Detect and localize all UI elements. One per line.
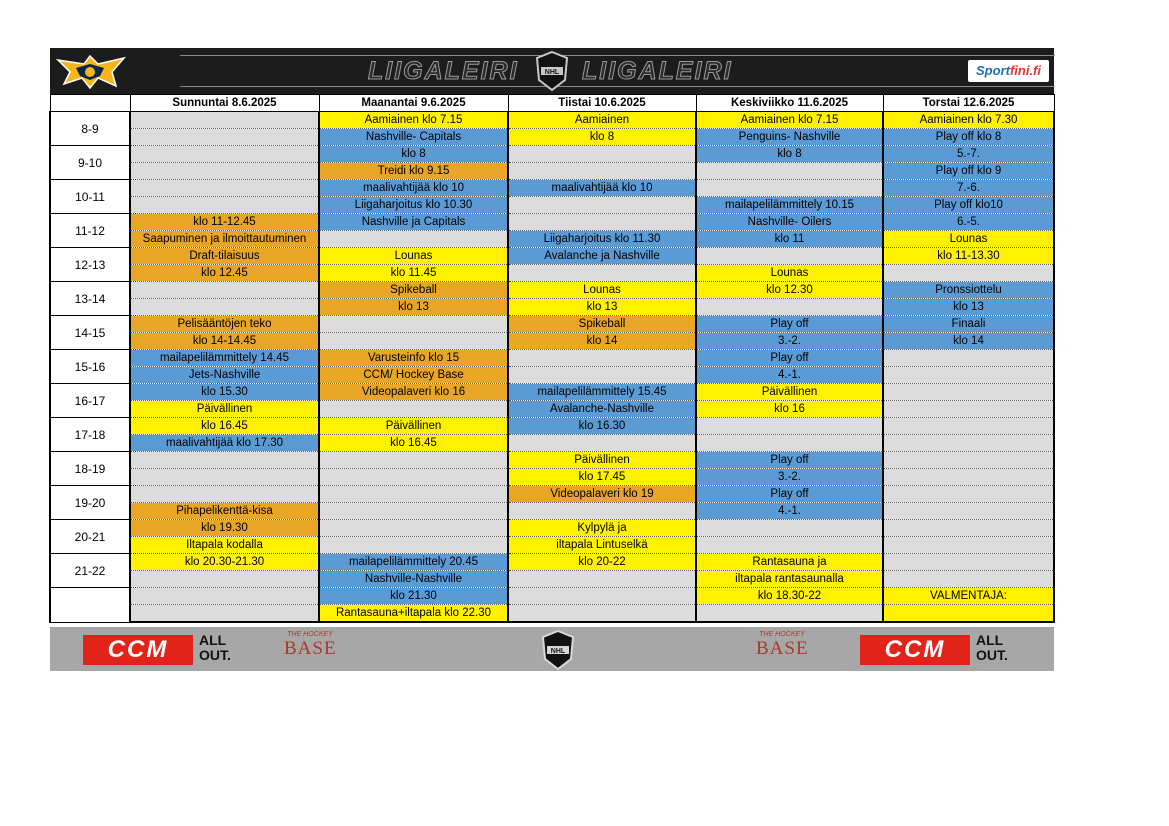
schedule-cell — [319, 469, 508, 486]
schedule-cell — [319, 520, 508, 537]
schedule-cell: Päivällinen — [130, 401, 319, 418]
hockey-base-big-text: BASE — [284, 638, 337, 659]
schedule-cell: iltapala rantasaunalla — [696, 571, 883, 588]
schedule-cell: 5.-7. — [883, 146, 1054, 163]
day-header-3: Keskiviikko 11.6.2025 — [696, 95, 883, 112]
schedule-cell — [130, 129, 319, 146]
schedule-cell: Avalanche-Nashville — [508, 401, 696, 418]
schedule-cell — [130, 163, 319, 180]
schedule-cell — [319, 401, 508, 418]
day-header-2: Tiistai 10.6.2025 — [508, 95, 696, 112]
time-slot-label: 13-14 — [50, 282, 130, 316]
schedule-cell: CCM/ Hockey Base — [319, 367, 508, 384]
schedule-cell: maalivahtijää klo 10 — [508, 180, 696, 197]
schedule-cell: Play off — [696, 350, 883, 367]
schedule-cell: Rantasauna ja — [696, 554, 883, 571]
schedule-cell: maalivahtijää klo 17.30 — [130, 435, 319, 452]
schedule-row — [50, 163, 1054, 180]
time-slot-label: 8-9 — [50, 112, 130, 146]
schedule-cell: klo 15.30 — [130, 384, 319, 401]
schedule-cell: klo 17.45 — [508, 469, 696, 486]
schedule-cell: mailapelilämmittely 20.45 — [319, 554, 508, 571]
schedule-cell: klo 13 — [508, 299, 696, 316]
time-slot-label: 14-15 — [50, 316, 130, 350]
header-row — [50, 95, 1054, 112]
corner-header-cell — [50, 95, 130, 112]
schedule-cell: klo 19.30 — [130, 520, 319, 537]
schedule-cell: klo 20-22 — [508, 554, 696, 571]
time-slot-label: 21-22 — [50, 554, 130, 588]
schedule-cell — [883, 469, 1054, 486]
schedule-cell: klo 18.30-22 — [696, 588, 883, 605]
sponsor-logo — [968, 60, 1049, 82]
schedule-cell — [883, 537, 1054, 554]
schedule-row — [50, 605, 1054, 623]
schedule-cell: 7.-6. — [883, 180, 1054, 197]
schedule-row — [50, 452, 1054, 469]
time-slot-label: 12-13 — [50, 248, 130, 282]
schedule-cell — [883, 571, 1054, 588]
ccm-wordmark: CCM — [884, 636, 946, 663]
schedule-table — [49, 94, 1055, 623]
schedule-cell — [696, 435, 883, 452]
schedule-cell — [508, 265, 696, 282]
schedule-cell — [883, 435, 1054, 452]
schedule-row — [50, 588, 1054, 605]
schedule-row — [50, 554, 1054, 571]
schedule-cell — [319, 503, 508, 520]
schedule-cell — [696, 520, 883, 537]
schedule-cell: Finaali — [883, 316, 1054, 333]
schedule-row — [50, 180, 1054, 197]
schedule-cell — [883, 605, 1054, 623]
schedule-cell: Penguins- Nashville — [696, 129, 883, 146]
schedule-cell — [130, 571, 319, 588]
time-slot-label: 19-20 — [50, 486, 130, 520]
schedule-cell — [883, 401, 1054, 418]
schedule-row — [50, 469, 1054, 486]
schedule-row — [50, 503, 1054, 520]
schedule-row — [50, 316, 1054, 333]
schedule-cell — [696, 537, 883, 554]
time-slot-label: 18-19 — [50, 452, 130, 486]
schedule-cell: klo 8 — [696, 146, 883, 163]
schedule-cell: klo 14 — [883, 333, 1054, 350]
schedule-row — [50, 112, 1054, 129]
schedule-cell — [319, 316, 508, 333]
schedule-cell: Päivällinen — [696, 384, 883, 401]
schedule-cell — [883, 486, 1054, 503]
schedule-cell: 4.-1. — [696, 367, 883, 384]
schedule-cell — [130, 180, 319, 197]
schedule-cell — [696, 299, 883, 316]
schedule-cell: Aamiainen — [508, 112, 696, 129]
day-header-1: Maanantai 9.6.2025 — [319, 95, 508, 112]
schedule-cell: Kylpylä ja — [508, 520, 696, 537]
schedule-cell: klo 16.45 — [130, 418, 319, 435]
schedule-cell: klo 16.45 — [319, 435, 508, 452]
schedule-cell — [130, 605, 319, 623]
schedule-cell — [508, 503, 696, 520]
schedule-cell: Avalanche ja Nashville — [508, 248, 696, 265]
schedule-row — [50, 265, 1054, 282]
schedule-cell: Play off klo 9 — [883, 163, 1054, 180]
schedule-cell: iltapala Lintuselkä — [508, 537, 696, 554]
schedule-row — [50, 486, 1054, 503]
schedule-row — [50, 282, 1054, 299]
schedule-cell — [130, 452, 319, 469]
schedule-cell — [319, 486, 508, 503]
schedule-cell: klo 13 — [883, 299, 1054, 316]
schedule-row — [50, 197, 1054, 214]
schedule-cell: Liigaharjoitus klo 10.30 — [319, 197, 508, 214]
schedule-cell — [508, 214, 696, 231]
day-header-4: Torstai 12.6.2025 — [883, 95, 1054, 112]
time-slot-label: 16-17 — [50, 384, 130, 418]
schedule-cell — [319, 537, 508, 554]
schedule-cell — [883, 350, 1054, 367]
sponsor-footer — [50, 627, 1054, 671]
ccm-tagline-line1: ALL — [199, 632, 227, 648]
schedule-row — [50, 350, 1054, 367]
schedule-cell: klo 12.45 — [130, 265, 319, 282]
schedule-cell: Play off klo10 — [883, 197, 1054, 214]
hockey-base-small-text: THE HOCKEY — [759, 631, 805, 638]
schedule-cell: mailapelilämmittely 14.45 — [130, 350, 319, 367]
schedule-cell: Nashville ja Capitals — [319, 214, 508, 231]
schedule-cell — [883, 452, 1054, 469]
schedule-cell — [130, 146, 319, 163]
schedule-cell: Pronssiottelu — [883, 282, 1054, 299]
schedule-cell: Päivällinen — [319, 418, 508, 435]
schedule-cell: Videopalaveri klo 16 — [319, 384, 508, 401]
schedule-cell: Pihapelikenttä-kisa — [130, 503, 319, 520]
schedule-cell — [130, 469, 319, 486]
schedule-row — [50, 214, 1054, 231]
schedule-cell — [508, 146, 696, 163]
schedule-cell: Lounas — [319, 248, 508, 265]
hockey-base-logo-left — [284, 631, 336, 669]
sponsor-logo-part2: fini.fi — [1009, 63, 1041, 78]
schedule-cell: Lounas — [696, 265, 883, 282]
schedule-cell — [696, 163, 883, 180]
schedule-cell — [130, 197, 319, 214]
schedule-cell: Play off — [696, 452, 883, 469]
ccm-tagline-line2: OUT. — [199, 647, 231, 663]
schedule-cell — [883, 520, 1054, 537]
schedule-cell: Nashville-Nashville — [319, 571, 508, 588]
schedule-row — [50, 435, 1054, 452]
day-header-0: Sunnuntai 8.6.2025 — [130, 95, 319, 112]
schedule-cell: Aamiainen klo 7.30 — [883, 112, 1054, 129]
hockey-base-logo-right — [756, 631, 808, 669]
schedule-cell — [130, 282, 319, 299]
schedule-cell: Spikeball — [508, 316, 696, 333]
sponsor-logo-part1: Sport — [976, 63, 1010, 78]
schedule-cell: mailapelilämmittely 10.15 — [696, 197, 883, 214]
schedule-cell — [319, 452, 508, 469]
schedule-cell — [696, 180, 883, 197]
time-slot-label: 9-10 — [50, 146, 130, 180]
schedule-cell — [508, 197, 696, 214]
schedule-cell: klo 11 — [696, 231, 883, 248]
schedule-cell: maalivahtijää klo 10 — [319, 180, 508, 197]
schedule-row — [50, 129, 1054, 146]
schedule-cell: Liigaharjoitus klo 11.30 — [508, 231, 696, 248]
schedule-row — [50, 571, 1054, 588]
page-header — [50, 48, 1054, 94]
schedule-cell — [508, 605, 696, 623]
schedule-cell: klo 13 — [319, 299, 508, 316]
schedule-cell: klo 16.30 — [508, 418, 696, 435]
schedule-cell: Play off — [696, 486, 883, 503]
schedule-cell — [696, 248, 883, 265]
schedule-row — [50, 401, 1054, 418]
schedule-cell — [508, 588, 696, 605]
schedule-cell: klo 8 — [508, 129, 696, 146]
schedule-cell — [508, 367, 696, 384]
schedule-cell — [130, 486, 319, 503]
schedule-row — [50, 418, 1054, 435]
schedule-row — [50, 384, 1054, 401]
schedule-cell — [508, 163, 696, 180]
schedule-row — [50, 231, 1054, 248]
schedule-cell: Play off — [696, 316, 883, 333]
time-slot-label: 15-16 — [50, 350, 130, 384]
svg-text:NHL: NHL — [550, 648, 566, 655]
schedule-cell: klo 11-12.45 — [130, 214, 319, 231]
schedule-cell: Aamiainen klo 7.15 — [696, 112, 883, 129]
svg-text:NHL: NHL — [544, 69, 560, 76]
nashville-predators-logo-icon — [54, 50, 128, 92]
nhl-shield-footer-icon — [540, 629, 576, 671]
schedule-cell: Iltapala kodalla — [130, 537, 319, 554]
schedule-cell: Saapuminen ja ilmoittautuminen — [130, 231, 319, 248]
schedule-cell: Lounas — [508, 282, 696, 299]
time-slot-label: 20-21 — [50, 520, 130, 554]
schedule-row — [50, 299, 1054, 316]
schedule-cell: Pelisääntöjen teko — [130, 316, 319, 333]
schedule-row — [50, 333, 1054, 350]
header-rule-bottom — [180, 86, 1055, 87]
schedule-cell — [508, 571, 696, 588]
time-slot-label — [50, 588, 130, 623]
schedule-cell — [696, 605, 883, 623]
header-rule-top — [180, 55, 1055, 56]
schedule-cell — [319, 231, 508, 248]
schedule-cell — [130, 112, 319, 129]
schedule-cell: Play off klo 8 — [883, 129, 1054, 146]
ccm-tagline-line2: OUT. — [976, 647, 1008, 663]
schedule-cell: Treidi klo 9.15 — [319, 163, 508, 180]
hockey-base-small-text: THE HOCKEY — [287, 631, 333, 638]
schedule-cell — [883, 265, 1054, 282]
schedule-cell: klo 16 — [696, 401, 883, 418]
schedule-cell — [883, 367, 1054, 384]
schedule-cell: Jets-Nashville — [130, 367, 319, 384]
schedule-cell: mailapelilämmittely 15.45 — [508, 384, 696, 401]
schedule-cell: VALMENTAJA: — [883, 588, 1054, 605]
schedule-cell: Rantasauna+iltapala klo 22.30 — [319, 605, 508, 623]
time-slot-label: 10-11 — [50, 180, 130, 214]
schedule-cell: klo 11-13.30 — [883, 248, 1054, 265]
schedule-cell: 3.-2. — [696, 469, 883, 486]
schedule-cell: klo 14 — [508, 333, 696, 350]
schedule-cell: klo 21.30 — [319, 588, 508, 605]
schedule-row — [50, 367, 1054, 384]
schedule-cell — [130, 299, 319, 316]
schedule-cell: Päivällinen — [508, 452, 696, 469]
ccm-wordmark: CCM — [107, 636, 169, 663]
schedule-cell: Lounas — [883, 231, 1054, 248]
schedule-cell: Varusteinfo klo 15 — [319, 350, 508, 367]
schedule-cell: Draft-tilaisuus — [130, 248, 319, 265]
schedule-cell: Videopalaveri klo 19 — [508, 486, 696, 503]
schedule-row — [50, 146, 1054, 163]
schedule-cell: 6.-5. — [883, 214, 1054, 231]
schedule-cell — [508, 350, 696, 367]
schedule-cell: klo 8 — [319, 146, 508, 163]
schedule-cell — [696, 418, 883, 435]
schedule-cell — [883, 418, 1054, 435]
time-slot-label: 11-12 — [50, 214, 130, 248]
header-title-right: LIIGALEIRI — [582, 57, 733, 85]
schedule-cell: klo 12.30 — [696, 282, 883, 299]
ccm-tagline — [199, 633, 243, 663]
schedule-cell: Aamiainen klo 7.15 — [319, 112, 508, 129]
header-title-left: LIIGALEIRI — [368, 57, 519, 85]
schedule-cell — [883, 554, 1054, 571]
nhl-shield-icon — [534, 50, 570, 92]
schedule-cell — [883, 503, 1054, 520]
schedule-cell: Nashville- Capitals — [319, 129, 508, 146]
schedule-cell: klo 20.30-21.30 — [130, 554, 319, 571]
schedule-row — [50, 520, 1054, 537]
schedule-cell: Nashville- Oilers — [696, 214, 883, 231]
schedule-cell: klo 11.45 — [319, 265, 508, 282]
schedule-cell: 3.-2. — [696, 333, 883, 350]
ccm-tagline-line1: ALL — [976, 632, 1004, 648]
schedule-row — [50, 248, 1054, 265]
schedule-cell — [130, 588, 319, 605]
schedule-cell — [319, 333, 508, 350]
ccm-tagline — [976, 633, 1020, 663]
schedule-cell — [508, 435, 696, 452]
schedule-cell: 4.-1. — [696, 503, 883, 520]
hockey-base-big-text: BASE — [756, 638, 809, 659]
schedule-cell: klo 14-14.45 — [130, 333, 319, 350]
schedule-cell: Spikeball — [319, 282, 508, 299]
schedule-cell — [883, 384, 1054, 401]
schedule-row — [50, 537, 1054, 554]
time-slot-label: 17-18 — [50, 418, 130, 452]
